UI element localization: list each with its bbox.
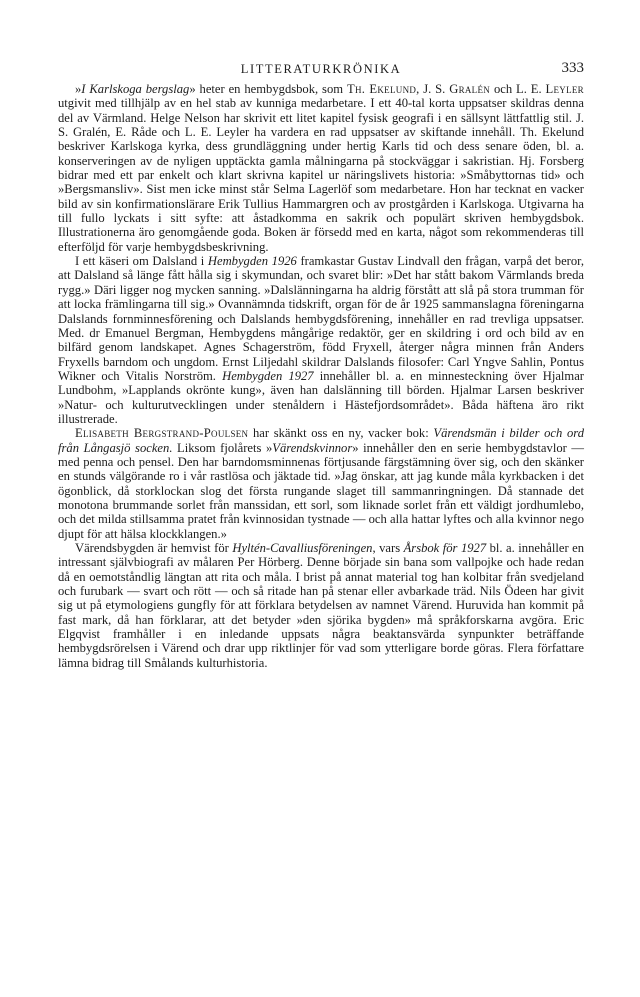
author-name: Leyler xyxy=(545,82,584,96)
paragraph xyxy=(58,541,584,670)
text-run: Liksom fjolårets » xyxy=(172,440,273,455)
text-run: Värendsbygden är hemvist för xyxy=(75,541,233,555)
article-body xyxy=(58,82,584,670)
text-run: innehåller bl. a. en minnesteckning över Hjalmar Lundbohm, »Lapplands okrönte kung», även han dalslänning till börden. Hjalmar Larsen beskriver »Natur- och kulturutvecklingen under stenåldern i Hästefjordsområdet». Båda häftena äro rikt illustrerade. xyxy=(58,368,584,426)
italic-title: Värendsmän i bilder och ord från Långasjö socken. xyxy=(58,426,584,455)
text-run: och L. E. xyxy=(490,82,546,96)
text-run: , J. S. xyxy=(416,82,450,96)
author-name: Elisabeth Bergstrand-Poulsen xyxy=(75,426,249,441)
text-run: » xyxy=(75,82,82,96)
paragraph xyxy=(58,254,584,426)
running-title: LITTERATURKRÖNIKA xyxy=(240,62,402,76)
text-run: » innehåller den en serie hembygdstavlor — med penna och pensel. Den har barndomsminnenas förtjusande färgstämning över sig, och den skänker en stunds välgörande ro i vår rastlösa och jäktade tid. »Jag önskar, att jag kunde måla kyrkbacken i det ögonblick, då storklockan slog det första rungande slaget till sammanringningen. Då stannade det monotona brummande sorlet från manssidan, ett sorl, som liknade sorlet från ett väldigt jordhumlebo, och det milda stillsamma pratet från kvinnosidan tystnade — och alla hattar lyftes och alla kvinnor nego djupt för att hälsa klockklangen.» xyxy=(58,440,584,541)
text-run: har skänkt oss en ny, vacker bok: xyxy=(248,426,434,441)
italic-title: Hembygden 1926 xyxy=(207,254,297,269)
text-run: I ett käseri om Dalsland i xyxy=(75,254,208,269)
paragraph xyxy=(58,82,584,254)
page-number: 333 xyxy=(561,60,584,76)
text-run: bl. a. innehåller en intressant självbiografi av målaren Per Hörberg. Denne började sin bana som vallpojke och hade redan då en oemotståndlig längtan att rita och måla. I brist på annat material tog han kolbitar från svedjeland och furubark — svart och rött — och så ritade han på stenar eller avbarkade träd. Nils Ödeen har givit sig ut på etymologiens gungfly för att förklara betydelsen av namnet Värend. Huruvida han kommit på fast mark, då han förklarar, att det betyder »den sjörika bygden» må språkforskarna avgöra. Eric Elgqvist framhåller i en inledande uppsats några beaktansvärda synpunkter beträffande hembygdsrörelsen i Värend och drar upp riktlinjer för vad som ytterligare borde göras. Flera författare lämna bidrag till Smålands kulturhistoria. xyxy=(58,541,585,670)
page-header xyxy=(58,60,584,82)
italic-title: I Karlskoga bergslag xyxy=(81,82,190,96)
author-name: Th. Ekelund xyxy=(346,82,417,96)
italic-title: Hyltén-Cavalliusföreningen xyxy=(232,541,373,555)
text-run: utgivit med tillhjälp av en hel stab av kunniga medarbetare. I ett 40-tal korta uppsatser skildras denna del av Värmland. Helge Nelson har skrivit ett litet kapitel fysisk geografi i en sällsynt lättfattlig stil. J. S. Gralén, E. Råde och L. E. Leyler ha vardera en rad uppsatser av skiftande innehåll. Th. Ekelund beskriver Karlskoga kyrka, dess grundläggning under hertig Karls tid och dess senare öden, bl. a. konserveringen av de nyligen upptäckta gamla målningarna på stockväggar i sakristian. Hj. Forsberg bidrar med ett par enkelt och klart skrivna kapitel ur näringslivets historia: »Småbyttornas tid» och »Bergsmansliv». Sist men icke minst står Selma Lagerlöf som medarbetare. Hon har tecknat en vacker bild av sin konfirmationslärare Erik Tullius Hammargren och av prostgården i Karlskoga. Utgivarna ha till fullo lyckats i sitt syfte: att åstadkomma en sakrik och populärt skriven hembygdsbok. Illustrationerna äro genomgående goda. Boken är försedd med en karta, något som rekommenderas till efterföljd för varje hembygdsbeskrivning. xyxy=(58,96,584,254)
italic-title: Hembygden 1927 xyxy=(222,368,314,383)
italic-title: Värendskvinnor xyxy=(272,440,353,455)
text-run: , vars xyxy=(372,541,404,555)
author-name: Gralén xyxy=(449,82,491,96)
paragraph xyxy=(58,426,584,541)
text-run: framkastar Gustav Lindvall den frågan, varpå det beror, att Dalsland så länge fått hålla sig i skymundan, och svaret blir: »Det har stått bakom Värmlands breda rygg.» Däri ligger nog mycken sanning. »Dalslänningarna ha aldrig förstått att slå på stora trumman för att locka främlingarna till sig.» Ovannämnda tidskrift, organ för de år 1925 sammanslagna föreningarna Dalslands fornminnesförening och Dalslands hembygdsförening, innehåller en rad trevliga uppsatser. Med. dr Emanuel Bergman, Hembygdens mångårige redaktör, ger en skildring i ord och bild av en bilfärd genom landskapet. Agnes Schagerström, född Fryxell, återger några minnen från Anders Fryxells barndom och ungdom. Ernst Liljedahl skildrar Dalslands filosofer: Carl Yngve Sahlin, Pontus Wikner och Vitalis Norström. xyxy=(58,254,584,383)
italic-title: Årsbok för 1927 xyxy=(403,541,487,555)
text-run: » heter en hembygdsbok, som xyxy=(189,82,347,96)
